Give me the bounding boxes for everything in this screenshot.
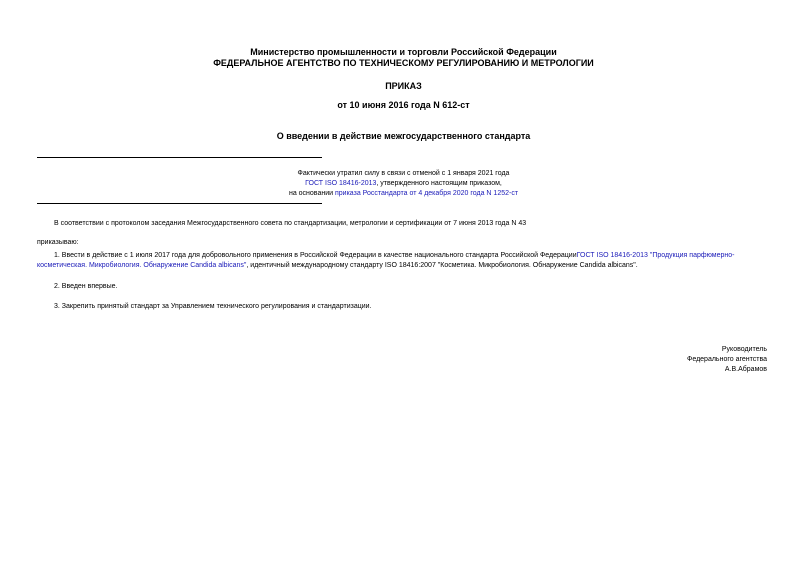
- item2: 2. Введен впервые.: [54, 283, 118, 290]
- document-type: ПРИКАЗ: [385, 81, 422, 91]
- item1-line1: [54, 251, 734, 261]
- signature-name: А.В.Абрамов: [724, 366, 767, 373]
- item1-text: 1. Ввести в действие с 1 июля 2017 года для добровольного применения в Российской Федерации в качестве национального стандарта Российской Федерации: [54, 252, 577, 259]
- status-note-line1: Фактически утратил силу в связи с отменой с 1 января 2021 года: [297, 170, 510, 177]
- status-note-line2: [0, 179, 807, 189]
- document-date: от 10 июня 2016 года N 612-ст: [337, 100, 470, 110]
- gost-standard-link-b[interactable]: косметическая. Микробиология. Обнаружение Candida albicans": [37, 262, 247, 269]
- status-note-line2-text: , утвержденного настоящим приказом,: [376, 180, 502, 187]
- divider-top: [37, 157, 322, 158]
- item1-line2: [37, 261, 638, 271]
- status-note-line3-prefix: на основании: [288, 190, 335, 197]
- divider-bottom: [37, 203, 322, 204]
- rosstandart-order-link[interactable]: приказа Росстандарта от 4 декабря 2020 года N 1252-ст: [334, 190, 519, 197]
- gost-link[interactable]: ГОСТ ISO 18416-2013: [305, 180, 377, 187]
- document-title: О введении в действие межгосударственного стандарта: [276, 131, 531, 141]
- item3: 3. Закрепить принятый стандарт за Управлением технического регулирования и стандартизации.: [54, 303, 372, 310]
- intro-paragraph: В соответствии с протоколом заседания Межгосударственного совета по стандартизации, метрологии и сертификации от 7 июня 2013 года N 43: [54, 220, 527, 227]
- signature-position2: Федерального агентства: [687, 356, 767, 363]
- signature-position1: Руководитель: [721, 346, 767, 353]
- status-note-line3: [0, 189, 807, 199]
- gost-standard-link-a[interactable]: ГОСТ ISO 18416-2013 "Продукция парфюмерно-: [576, 252, 735, 259]
- agency-name: ФЕДЕРАЛЬНОЕ АГЕНТСТВО ПО ТЕХНИЧЕСКОМУ РЕГУЛИРОВАНИЮ И МЕТРОЛОГИИ: [213, 58, 594, 68]
- order-word: приказываю:: [37, 239, 79, 246]
- item1-text-tail: , идентичный международному стандарту ISO 18416:2007 "Косметика. Микробиология. Обнаружение Candida albicans".: [246, 262, 638, 269]
- ministry-name: Министерство промышленности и торговли Российской Федерации: [250, 47, 557, 57]
